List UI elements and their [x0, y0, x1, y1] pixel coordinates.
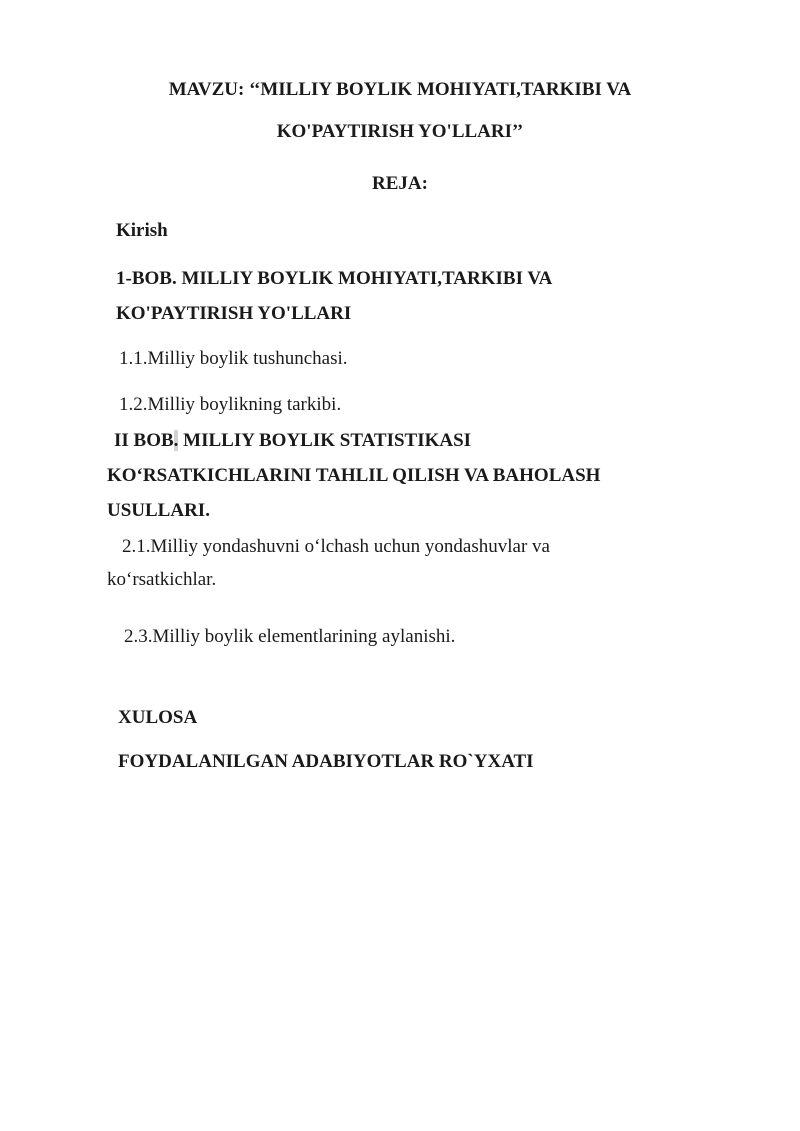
section-1-2: 1.2.Milliy boylikning tarkibi. — [119, 394, 342, 415]
chapter-2-heading-line-2: KO‘RSATKICHLARINI TAHLIL QILISH VA BAHOLASH — [107, 465, 601, 486]
chapter-2-heading-line-1 — [114, 431, 471, 450]
conclusion-heading: XULOSA — [118, 707, 198, 728]
section-2-1-line-1: 2.1.Milliy yondashuvni o‘lchash uchun yondashuvlar va — [122, 536, 550, 557]
intro-heading: Kirish — [116, 220, 168, 241]
text-cursor-highlight: . — [173, 430, 179, 451]
chapter-2-heading-line-3: USULLARI. — [107, 500, 210, 521]
chapter-1-heading-line-2: KO'PAYTIRISH YO'LLARI — [116, 303, 352, 324]
section-1-1: 1.1.Milliy boylik tushunchasi. — [119, 348, 348, 369]
title-line-1: MAVZU: ‘‘MILLIY BOYLIK MOHIYATI,TARKIBI VA — [168, 79, 632, 100]
plan-heading: REJA: — [372, 173, 428, 194]
section-2-1-line-2: ko‘rsatkichlar. — [107, 569, 217, 590]
title-line-2: KO'PAYTIRISH YO'LLARI’’ — [276, 121, 524, 142]
chapter-2-prefix: II BOB — [114, 430, 174, 451]
references-heading: FOYDALANILGAN ADABIYOTLAR RO`YXATI — [118, 751, 534, 772]
chapter-2-title: MILLIY BOYLIK STATISTIKASI — [178, 430, 472, 451]
chapter-1-heading-line-1: 1-BOB. MILLIY BOYLIK MOHIYATI,TARKIBI VA — [116, 268, 553, 289]
section-2-3: 2.3.Milliy boylik elementlarining aylanishi. — [124, 626, 456, 647]
